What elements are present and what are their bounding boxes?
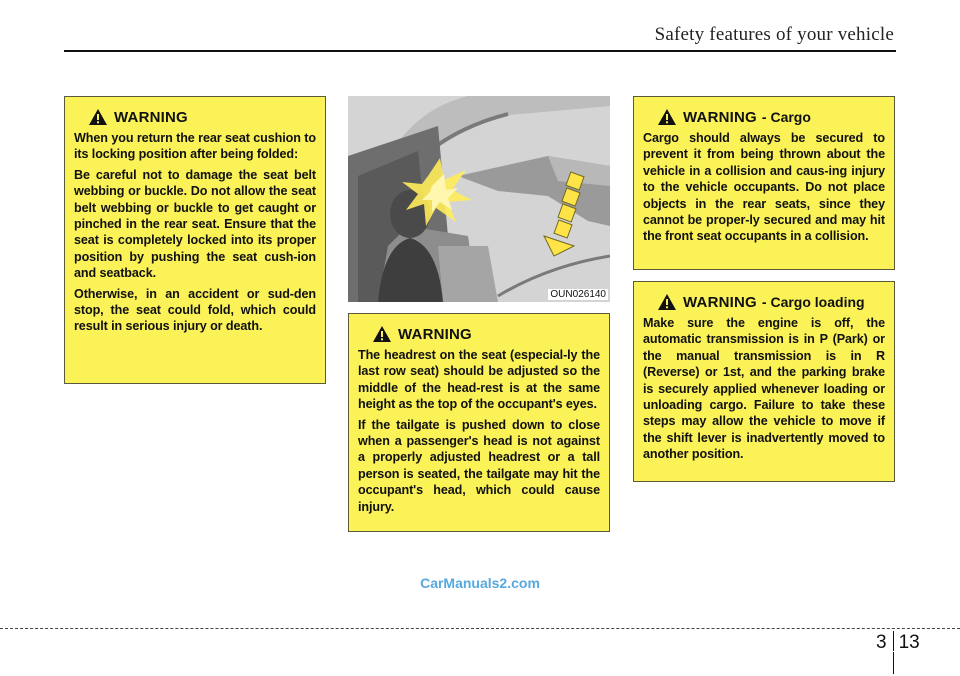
warning-triangle-icon: [88, 108, 108, 126]
warning-box-rear-seat: [64, 96, 326, 384]
warning-paragraph: When you return the rear seat cushion to its locking position after being folded:: [74, 131, 316, 162]
warning-heading: [372, 324, 600, 344]
warning-label: WARNING: [398, 325, 472, 343]
warning-paragraph: If the tailgate is pushed down to close when a passenger's head is not against a properly adjusted headrest or a tall person is seated, the tailgate may hit the occupant's head, which could cause injury.: [358, 417, 600, 514]
warning-label: WARNING: [683, 108, 757, 126]
warning-heading: [88, 107, 316, 127]
warning-paragraph: Otherwise, in an accident or sud-den stop, the seat could fold, which could result in serious injury or death.: [74, 286, 316, 334]
warning-label: WARNING: [114, 108, 188, 126]
warning-paragraph: Be careful not to damage the seat belt webbing or buckle. Do not allow the seat belt webbing or buckle to get caught or pinched in the rear seat. Ensure that the seat is completely locked into its proper position by pushing the seat cush-ion and seatback.: [74, 167, 316, 281]
warning-subtitle: - Cargo: [761, 109, 811, 125]
warning-paragraph: Cargo should always be secured to prevent it from being thrown about the vehicle in a collision and caus-ing injury to the vehicle occupants. Do not place objects in the rear seats, since they cannot be proper-ly secured and may hit the front seat occupants in a collision.: [643, 131, 885, 244]
page-number-separator: [893, 631, 894, 651]
warning-box-cargo-loading: [633, 281, 895, 482]
footer-tick: [893, 652, 894, 674]
warning-box-cargo: [633, 96, 895, 270]
warning-triangle-icon: [372, 325, 392, 343]
footer-divider: [0, 628, 960, 629]
tailgate-head-impact-illustration: [348, 96, 610, 302]
header-divider: [64, 50, 896, 52]
warning-paragraph: Make sure the engine is off, the automatic transmission is in P (Park) or the manual transmission is in R (Reverse) or 1st, and the parking brake is securely applied whenever loading or unloading cargo. Failure to take these steps may allow the vehicle to move if the shift lever is inadvertently moved to another position.: [643, 316, 885, 462]
warning-triangle-icon: [657, 293, 677, 311]
watermark-link[interactable]: CarManuals2.com: [420, 575, 540, 591]
page-number-value: 13: [898, 632, 920, 653]
illustration-drawing: [348, 96, 610, 302]
page-header-title: Safety features of your vehicle: [654, 24, 894, 45]
chapter-number: 3: [876, 632, 887, 653]
warning-label: WARNING: [683, 293, 757, 311]
warning-paragraph: The headrest on the seat (especial-ly the last row seat) should be adjusted so the middle of the head-rest is at the same height as the top of the occupant's eyes.: [358, 348, 600, 412]
warning-subtitle: - Cargo loading: [761, 294, 865, 310]
warning-heading: [657, 292, 885, 312]
warning-box-headrest: [348, 313, 610, 532]
page-number: [876, 631, 920, 654]
warning-heading: [657, 107, 885, 127]
figure-code: OUN026140: [550, 289, 606, 300]
warning-triangle-icon: [657, 108, 677, 126]
